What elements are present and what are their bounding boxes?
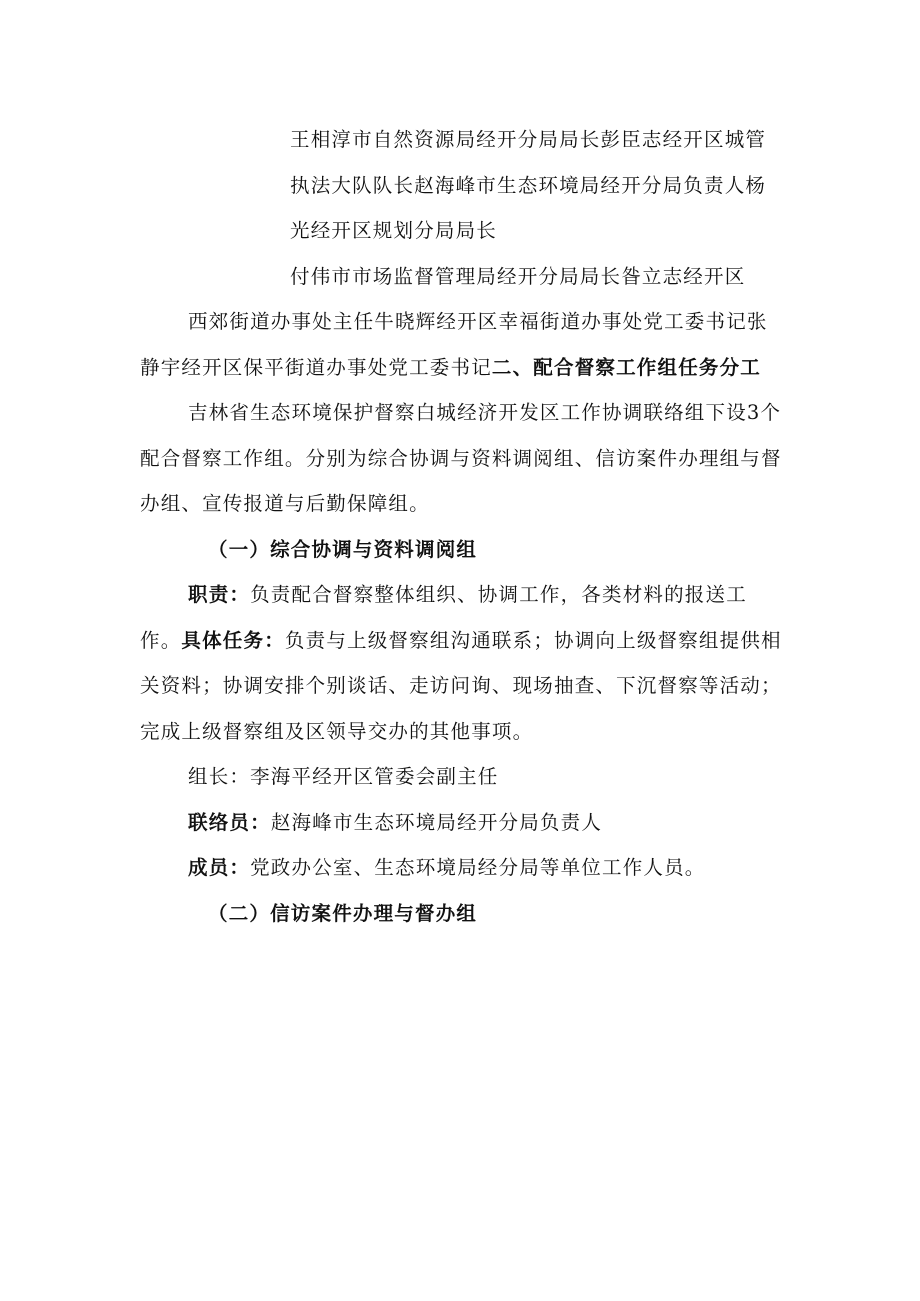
subsection-2-title-text: （二）信访案件办理与督办组: [208, 901, 478, 925]
members-label: 成员：: [188, 856, 251, 879]
members-paragraph: [140, 845, 785, 891]
duty-label: 职责：: [188, 583, 251, 606]
subsection-1-title-text: （一）综合协调与资料调阅组: [208, 537, 478, 561]
duty-text: 负责配合督察整体组织、协调工作，各类材料的报送工作。: [140, 583, 747, 652]
liaison-paragraph: [140, 800, 785, 846]
leader-paragraph: [140, 754, 785, 800]
subsection-2-title: [140, 891, 785, 937]
members-text: 党政办公室、生态环境局经分局等单位工作人员。: [250, 856, 706, 879]
liaison-label: 联络员：: [188, 810, 271, 834]
duty-paragraph: [140, 572, 785, 754]
task-label: 具体任务：: [181, 628, 285, 652]
names-paragraph-1: [140, 117, 785, 254]
subsection-1-title: [140, 527, 785, 573]
liaison-text: 赵海峰市生态环境局经开分局负责人: [270, 810, 603, 834]
task-text: 负责与上级督察组沟通联系；协调向上级督察组提供相关资料；协调安排个别谈话、走访问询、现场抽查、下沉督察等活动；完成上级督察组及区领导交办的其他事项。: [140, 628, 782, 743]
document-body: [140, 117, 785, 936]
section-2-title: 二、配合督察工作组任务分工: [491, 355, 762, 379]
names-paragraph-2: [140, 254, 785, 391]
names-text-2-tail: 西郊街道办事处主任牛晓辉经开区幸福街道办事处党工委书记张静宇经开区保平街道办事处党工委书记: [140, 310, 768, 379]
names-text-2-head: 付伟市市场监督管理局经开分局局长昝立志经开区: [290, 264, 746, 288]
names-text-1: 王相淳市自然资源局经开分局局长彭臣志经开区城管执法大队队长赵海峰市生态环境局经开分局负责人杨光经开区规划分局局长: [290, 128, 767, 242]
intro-paragraph: [140, 390, 785, 527]
leader-text: 组长：李海平经开区管委会副主任: [188, 765, 499, 788]
intro-text: 吉林省生态环境保护督察白城经济开发区工作协调联络组下设3个配合督察工作组。分别为综合协调与资料调阅组、信访案件办理组与督办组、宣传报道与后勤保障组。: [140, 401, 782, 515]
